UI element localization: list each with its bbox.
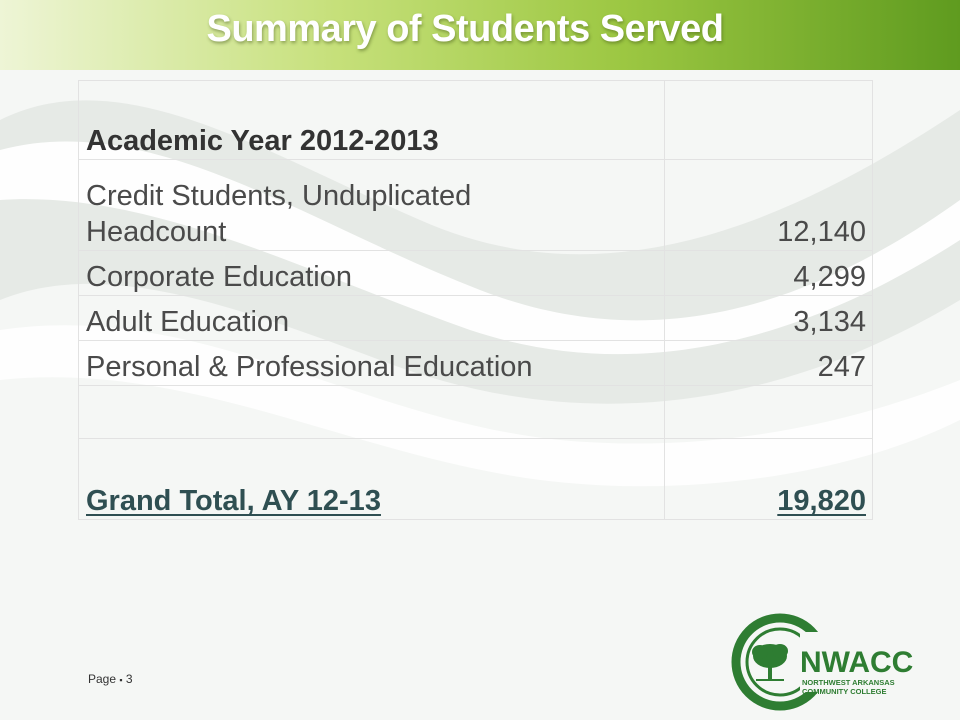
grand-total-label: Grand Total, AY 12-13: [79, 439, 665, 520]
table-total-row: [79, 439, 873, 520]
table-row: [79, 341, 873, 386]
row-value-corporate-education: 4,299: [665, 251, 873, 296]
row-label-adult-education: Adult Education: [79, 296, 665, 341]
page-number: [88, 672, 133, 686]
row-label-personal-professional: Personal & Professional Education: [79, 341, 665, 386]
row-value-personal-professional: 247: [665, 341, 873, 386]
grand-total-value: 19,820: [665, 439, 873, 520]
logo-line2: COMMUNITY COLLEGE: [802, 687, 887, 696]
table-empty-row: [79, 386, 873, 439]
logo-line1: NORTHWEST ARKANSAS: [802, 678, 895, 687]
page-label: Page: [88, 672, 117, 686]
empty-cell: [665, 386, 873, 439]
empty-cell: [79, 386, 665, 439]
table-row: [79, 296, 873, 341]
tree-icon: [752, 644, 788, 681]
row-value-credit-students: 12,140: [665, 160, 873, 251]
row-label-corporate-education: Corporate Education: [79, 251, 665, 296]
table-header-value: [665, 81, 873, 160]
row-label-line: Headcount: [86, 216, 227, 248]
logo-acronym: NWACC: [800, 646, 914, 679]
table-row: [79, 251, 873, 296]
bullet-separator: ▪: [119, 675, 123, 685]
students-table: [78, 80, 873, 520]
row-label-line: Credit Students, Unduplicated: [86, 180, 472, 212]
page-number-value: 3: [125, 672, 133, 686]
nwacc-logo: [730, 612, 930, 712]
row-label-credit-students: [79, 160, 665, 251]
slide-title: Summary of Students Served: [206, 8, 724, 50]
table-header-row: [79, 81, 873, 160]
row-value-adult-education: 3,134: [665, 296, 873, 341]
table-header-label: Academic Year 2012-2013: [79, 81, 665, 160]
table-row: [79, 160, 873, 251]
